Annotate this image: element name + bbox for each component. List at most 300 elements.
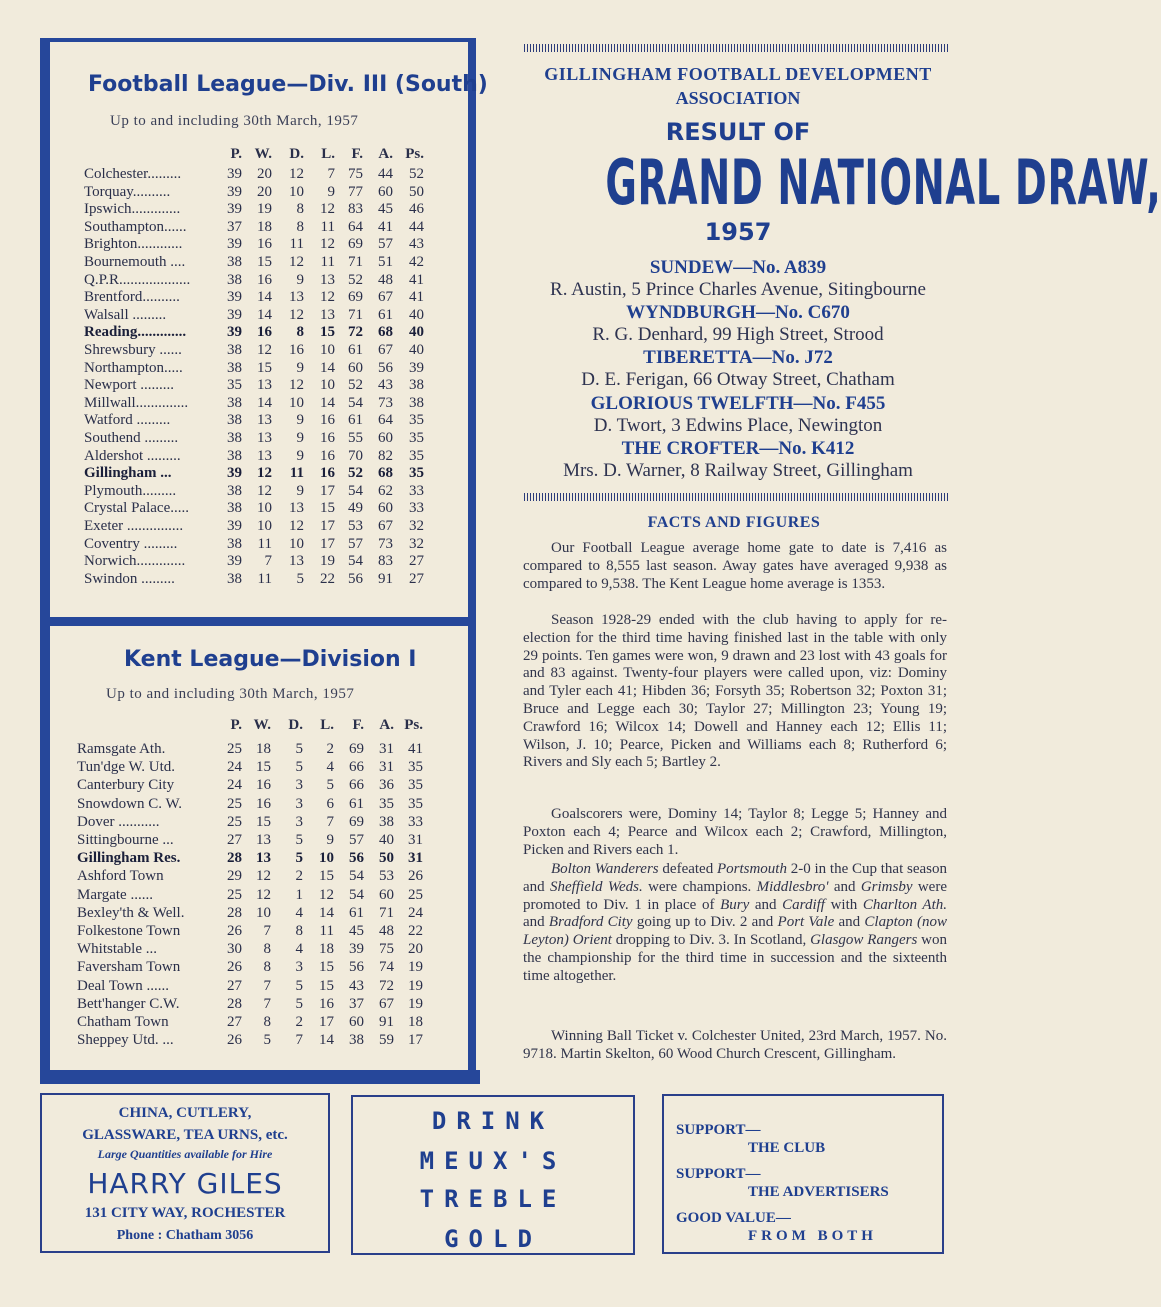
stat-w: 20: [257, 166, 272, 182]
stat-p: 38: [227, 342, 242, 358]
stat-l: 2: [326, 741, 334, 757]
team-name-italic: Clapton (now Leyton) Orient: [523, 914, 947, 949]
stat-p: 39: [227, 518, 242, 534]
stat-w: 7: [263, 977, 271, 994]
facts-paragraph-1: Our Football League average home gate to date is 7,416 as compared to 8,555 last season. Away gates have averaged 9,938 as compared to 9,538. The Kent League home average is 1353.: [523, 540, 947, 592]
team-name-italic: Grimsby: [860, 878, 913, 895]
stat-f: 56: [348, 570, 363, 587]
stat-a: 35: [379, 795, 394, 812]
stat-d: 13: [289, 553, 304, 570]
team-name: Colchester.........: [84, 166, 182, 182]
giles-name: HARRY GILES: [87, 1167, 283, 1200]
stat-d: 8: [296, 218, 304, 235]
stat-ps: 32: [409, 535, 424, 552]
stat-d: 12: [289, 377, 304, 394]
stat-f: 52: [348, 377, 363, 394]
stat-w: 12: [256, 886, 271, 903]
stat-ps: 18: [408, 1014, 423, 1030]
stat-f: 66: [349, 777, 364, 794]
stat-d: 5: [295, 832, 303, 848]
stat-f: 60: [348, 359, 363, 376]
stat-p: 25: [227, 886, 242, 903]
stat-a: 71: [379, 904, 394, 921]
stat-a: 38: [379, 813, 394, 830]
column-header: A.: [379, 717, 394, 733]
stat-w: 16: [256, 795, 271, 812]
stat-f: 71: [348, 254, 363, 270]
stat-p: 28: [227, 995, 242, 1012]
stat-l: 7: [327, 166, 335, 182]
stat-w: 8: [263, 959, 271, 976]
stat-p: 39: [227, 183, 242, 200]
stat-w: 12: [257, 482, 272, 499]
stat-ps: 17: [408, 1032, 423, 1049]
stat-d: 5: [295, 977, 303, 994]
stat-ps: 38: [409, 394, 424, 411]
stat-p: 39: [227, 324, 242, 341]
stat-l: 5: [326, 777, 334, 794]
org-line1: GILLINGHAM FOOTBALL DEVELOPMENT: [544, 64, 932, 84]
stat-w: 19: [257, 201, 272, 218]
team-name: Folkestone Town: [77, 923, 181, 939]
stat-w: 15: [256, 759, 271, 776]
stat-a: 82: [378, 447, 393, 464]
team-name-italic: Glasgow Rangers: [810, 932, 918, 949]
stat-p: 28: [227, 904, 242, 921]
stat-p: 38: [227, 412, 242, 429]
draw-winner: R. G. Denhard, 99 High Street, Strood: [592, 324, 884, 345]
column-header: W.: [254, 146, 272, 162]
text-run: won the championship for the third time in succession and the sixteenth time altogether.: [523, 932, 948, 984]
column-header: P.: [230, 717, 242, 733]
stat-l: 14: [320, 394, 335, 411]
stat-f: 69: [348, 289, 363, 306]
team-name: Whitstable ...: [77, 941, 157, 958]
team-name: Millwall..............: [84, 394, 189, 411]
stat-w: 18: [256, 741, 271, 757]
stat-w: 14: [257, 306, 272, 323]
stat-a: 56: [378, 359, 393, 376]
stat-a: 48: [378, 271, 393, 288]
stat-ps: 24: [408, 904, 423, 921]
stat-w: 8: [263, 1014, 271, 1030]
column-header: W.: [253, 717, 271, 733]
stat-w: 11: [257, 535, 272, 552]
text-run: and: [523, 914, 549, 931]
stat-w: 7: [263, 995, 271, 1012]
stat-p: 39: [227, 306, 242, 323]
draw-horse: WYNDBURGH—No. C670: [626, 302, 850, 323]
stat-a: 51: [378, 254, 393, 270]
support-line5: GOOD VALUE—: [676, 1210, 791, 1226]
stat-a: 43: [378, 377, 393, 394]
stat-f: 61: [348, 342, 363, 358]
text-run: and: [828, 878, 861, 895]
stat-f: 54: [349, 868, 364, 885]
team-name: Norwich.............: [84, 553, 186, 570]
support-line3: SUPPORT—: [676, 1166, 761, 1182]
stat-l: 12: [320, 289, 335, 306]
stat-a: 64: [378, 412, 393, 429]
team-name: Torquay..........: [84, 183, 171, 200]
stat-f: 54: [349, 886, 364, 903]
stat-f: 38: [349, 1032, 364, 1049]
stat-l: 14: [319, 1032, 334, 1049]
stat-p: 26: [227, 1032, 242, 1049]
stat-p: 30: [227, 941, 242, 958]
stat-l: 14: [320, 359, 335, 376]
stat-a: 62: [378, 482, 393, 499]
stat-p: 38: [227, 430, 242, 446]
stat-ps: 38: [409, 377, 424, 394]
stat-w: 10: [257, 500, 272, 517]
stat-a: 73: [378, 394, 393, 411]
stat-f: 57: [348, 535, 363, 552]
team-name-italic: Cardiff: [782, 896, 825, 913]
stat-d: 5: [295, 850, 303, 867]
stat-a: 60: [378, 430, 393, 446]
stat-ps: 40: [409, 342, 424, 358]
team-name: Sheppey Utd. ...: [77, 1032, 174, 1049]
stat-a: 48: [379, 923, 394, 939]
column-header: P.: [230, 146, 242, 162]
stat-ps: 26: [408, 868, 423, 885]
team-name-italic: Sheffield Weds.: [550, 878, 643, 895]
stat-p: 38: [227, 254, 242, 270]
frame-divider: [40, 617, 476, 626]
stat-a: 68: [378, 324, 393, 341]
stat-l: 19: [320, 553, 335, 570]
result-of: RESULT OF: [665, 118, 811, 146]
stat-f: 45: [349, 923, 364, 939]
stat-l: 9: [327, 183, 335, 200]
text-run: and: [834, 914, 865, 931]
team-name: Gillingham Res.: [77, 850, 181, 867]
draw-year: 1957: [704, 218, 772, 246]
meux-line: DRINK: [431, 1107, 555, 1135]
column-header: D.: [288, 717, 303, 733]
stat-d: 12: [289, 306, 304, 323]
team-name: Gillingham ...: [84, 465, 172, 482]
team-name: Canterbury City: [77, 777, 175, 794]
stat-l: 15: [320, 500, 335, 517]
stat-d: 16: [289, 342, 304, 358]
stat-d: 9: [296, 430, 304, 446]
stat-f: 61: [349, 904, 364, 921]
column-header: A.: [378, 146, 393, 162]
stat-l: 10: [319, 850, 334, 867]
stat-ps: 46: [409, 201, 424, 218]
stat-a: 72: [379, 977, 394, 994]
team-name: Deal Town ......: [77, 977, 169, 994]
stat-w: 8: [263, 941, 271, 958]
div3-title: Football League—Div. III (South): [88, 72, 488, 97]
stat-f: 52: [348, 271, 363, 288]
column-header: F.: [351, 146, 363, 162]
stat-ps: 33: [409, 482, 424, 499]
stat-l: 4: [326, 759, 334, 776]
stat-d: 5: [296, 570, 304, 587]
team-name: Snowdown C. W.: [77, 795, 183, 812]
column-header: L.: [321, 146, 335, 162]
column-header: Ps.: [405, 146, 424, 162]
stat-p: 38: [227, 359, 242, 376]
div3-subtitle: Up to and including 30th March, 1957: [110, 113, 359, 129]
stat-d: 11: [289, 465, 304, 482]
stat-w: 10: [257, 518, 272, 534]
stat-ps: 19: [408, 977, 423, 994]
stat-d: 9: [296, 359, 304, 376]
stat-f: 54: [348, 553, 363, 570]
org-line2: ASSOCIATION: [675, 88, 801, 108]
stat-p: 26: [227, 959, 242, 976]
stat-w: 13: [257, 377, 272, 394]
column-header: Ps.: [404, 717, 423, 733]
stat-d: 13: [289, 289, 304, 306]
stat-l: 22: [320, 570, 335, 587]
stat-a: 91: [379, 1014, 394, 1030]
team-name: Southampton......: [84, 218, 187, 235]
stat-a: 83: [378, 553, 393, 570]
top-rule: [524, 44, 950, 52]
stat-a: 60: [378, 500, 393, 517]
stat-d: 10: [289, 183, 304, 200]
stat-p: 39: [227, 553, 242, 570]
stat-l: 17: [319, 1014, 334, 1030]
stat-ps: 41: [409, 289, 424, 306]
stat-w: 15: [256, 813, 271, 830]
team-name: Southend .........: [84, 430, 179, 446]
team-name: Dover ...........: [77, 813, 160, 830]
stat-a: 53: [379, 868, 394, 885]
support-line4: THE ADVERTISERS: [748, 1184, 889, 1200]
stat-ps: 35: [408, 777, 423, 794]
draw-winner: R. Austin, 5 Prince Charles Avenue, Sitingbourne: [550, 279, 926, 300]
stat-a: 40: [379, 832, 394, 848]
stat-d: 13: [289, 500, 304, 517]
stat-d: 3: [295, 813, 303, 830]
mid-rule: [524, 493, 950, 501]
stat-w: 11: [257, 570, 272, 587]
stat-ps: 39: [409, 359, 424, 376]
stat-d: 9: [296, 447, 304, 464]
stat-w: 13: [256, 850, 271, 867]
stat-p: 38: [227, 394, 242, 411]
facts-heading: FACTS AND FIGURES: [647, 514, 821, 531]
stat-l: 12: [320, 201, 335, 218]
stat-w: 12: [257, 465, 272, 482]
stat-l: 16: [320, 447, 335, 464]
stat-f: 70: [348, 447, 363, 464]
team-name: Brentford..........: [84, 289, 180, 306]
stat-d: 5: [295, 741, 303, 757]
stat-f: 69: [349, 813, 364, 830]
stat-l: 12: [319, 886, 334, 903]
stat-p: 26: [227, 923, 242, 939]
draw-winner: D. Twort, 3 Edwins Place, Newington: [593, 415, 883, 436]
stat-ps: 40: [409, 324, 424, 341]
stat-a: 75: [379, 941, 394, 958]
stat-d: 4: [295, 941, 303, 958]
stat-f: 37: [349, 995, 364, 1012]
stat-ps: 25: [408, 886, 423, 903]
stat-p: 39: [227, 236, 242, 253]
team-name: Margate ......: [77, 886, 153, 903]
meux-line: MEUX'S: [419, 1147, 567, 1175]
stat-l: 15: [319, 977, 334, 994]
team-name: Bett'hanger C.W.: [77, 995, 180, 1012]
stat-l: 16: [320, 465, 335, 482]
stat-p: 24: [227, 777, 242, 794]
stat-a: 31: [379, 759, 394, 776]
stat-a: 67: [378, 518, 393, 534]
stat-a: 67: [378, 342, 393, 358]
stat-ps: 31: [408, 832, 423, 848]
stat-p: 27: [227, 977, 242, 994]
stat-ps: 32: [409, 518, 424, 534]
stat-l: 10: [320, 377, 335, 394]
draw-horse: THE CROFTER—No. K412: [621, 438, 855, 459]
stat-f: 54: [348, 394, 363, 411]
stat-d: 1: [295, 886, 303, 903]
stat-f: 75: [348, 166, 363, 182]
stat-d: 8: [295, 923, 303, 939]
stat-d: 5: [295, 759, 303, 776]
stat-w: 12: [257, 342, 272, 358]
stat-d: 3: [295, 959, 303, 976]
stat-w: 18: [257, 218, 272, 235]
stat-l: 17: [320, 482, 335, 499]
stat-d: 3: [295, 795, 303, 812]
support-line1: SUPPORT—: [676, 1122, 761, 1138]
stat-l: 16: [320, 412, 335, 429]
team-name: Ramsgate Ath.: [77, 741, 166, 757]
stat-a: 68: [378, 465, 393, 482]
stat-p: 27: [227, 1014, 242, 1030]
stat-f: 77: [348, 183, 363, 200]
stat-l: 6: [326, 795, 334, 812]
draw-winner: D. E. Ferigan, 66 Otway Street, Chatham: [581, 369, 895, 390]
stat-w: 12: [256, 868, 271, 885]
stat-p: 25: [227, 813, 242, 830]
stat-w: 7: [264, 553, 272, 570]
stat-p: 38: [227, 500, 242, 517]
harry-giles-advert: [40, 1093, 330, 1253]
stat-p: 25: [227, 795, 242, 812]
stat-p: 38: [227, 570, 242, 587]
stat-a: 67: [379, 995, 394, 1012]
stat-ps: 19: [408, 959, 423, 976]
stat-ps: 41: [408, 741, 423, 757]
stat-d: 12: [289, 518, 304, 534]
stat-d: 5: [295, 995, 303, 1012]
stat-a: 74: [379, 959, 394, 976]
stat-l: 14: [319, 904, 334, 921]
stat-ps: 35: [409, 447, 424, 464]
stat-p: 38: [227, 535, 242, 552]
team-name: Walsall .........: [84, 306, 167, 323]
team-name: Watford .........: [84, 412, 171, 429]
stat-w: 7: [263, 923, 271, 939]
stat-p: 29: [227, 868, 242, 885]
stat-w: 14: [257, 289, 272, 306]
team-name-italic: Port Vale: [777, 914, 835, 931]
stat-ps: 35: [408, 795, 423, 812]
stat-f: 53: [348, 518, 363, 534]
team-name: Bournemouth ....: [84, 254, 186, 270]
stat-l: 15: [319, 959, 334, 976]
stat-ps: 43: [409, 236, 424, 253]
stat-f: 71: [348, 306, 363, 323]
stat-l: 17: [320, 518, 335, 534]
stat-ps: 40: [409, 306, 424, 323]
giles-phone: Phone : Chatham 3056: [116, 1228, 254, 1243]
meux-line: TREBLE: [419, 1185, 567, 1213]
stat-w: 15: [257, 254, 272, 270]
stat-w: 14: [257, 394, 272, 411]
team-name: Q.P.R...................: [84, 271, 191, 288]
draw-winner: Mrs. D. Warner, 8 Railway Street, Gillingham: [563, 460, 913, 481]
stat-w: 13: [257, 412, 272, 429]
team-name: Northampton.....: [84, 359, 183, 376]
stat-p: 38: [227, 271, 242, 288]
stat-w: 15: [257, 359, 272, 376]
stat-w: 10: [256, 904, 271, 921]
stat-f: 60: [349, 1014, 364, 1030]
stat-d: 10: [289, 394, 304, 411]
stat-l: 9: [326, 832, 334, 848]
stat-p: 39: [227, 289, 242, 306]
stat-d: 4: [295, 904, 303, 921]
stat-ps: 33: [408, 813, 423, 830]
stat-d: 7: [295, 1032, 303, 1049]
stat-w: 16: [257, 324, 272, 341]
stat-d: 11: [289, 236, 304, 253]
text-run: were champions.: [642, 878, 757, 895]
stat-ps: 20: [408, 941, 423, 958]
stat-w: 16: [256, 777, 271, 794]
stat-l: 18: [319, 941, 334, 958]
stat-p: 39: [227, 465, 242, 482]
team-name: Ipswich.............: [84, 201, 181, 218]
stat-ps: 42: [409, 254, 424, 270]
team-name-italic: Bolton Wanderers: [551, 861, 659, 877]
stat-a: 45: [378, 201, 393, 218]
stat-a: 44: [378, 166, 393, 182]
team-name: Crystal Palace.....: [84, 500, 189, 517]
facts-paragraph-2: Season 1928-29 ended with the club having to apply for re-election for the third time having finished last in the table with only 29 points. Ten games were won, 9 drawn and 23 lost with 43 goals for and 83 against. Twenty-four players were called upon, viz: Dominy and Tyler each 41; Hibden 36; Forsyth 35; Robertson 32; Poxton 31; Bruce and Legge each 30; Taylor 27; Millington 23; Young 19; Crawford 16; Wilcox 14; Dowell and Hanney each 12; Ellis 11; Wilson, J. 10; Pearce, Picken and Williams each 8; Rutherford 6; Rivers and Sly each 5; Bartley 2.: [523, 612, 947, 771]
stat-w: 20: [257, 183, 272, 200]
stat-d: 8: [296, 324, 304, 341]
draw-horse: SUNDEW—No. A839: [649, 257, 827, 278]
team-name: Sittingbourne ...: [77, 832, 174, 848]
stat-f: 43: [349, 977, 364, 994]
column-header: D.: [289, 146, 304, 162]
stat-w: 16: [257, 271, 272, 288]
team-name: Chatham Town: [77, 1014, 169, 1030]
text-run: dropping to Div. 3. In Scotland,: [611, 932, 811, 949]
stat-l: 13: [320, 271, 335, 288]
stat-w: 5: [263, 1032, 271, 1049]
stat-f: 69: [349, 741, 364, 757]
support-line2: THE CLUB: [748, 1140, 826, 1156]
team-name: Coventry .........: [84, 535, 178, 552]
stat-ps: 41: [409, 271, 424, 288]
team-name-italic: Middlesbro': [756, 878, 829, 895]
stat-ps: 35: [408, 759, 423, 776]
stat-w: 13: [256, 832, 271, 848]
stat-d: 9: [296, 271, 304, 288]
